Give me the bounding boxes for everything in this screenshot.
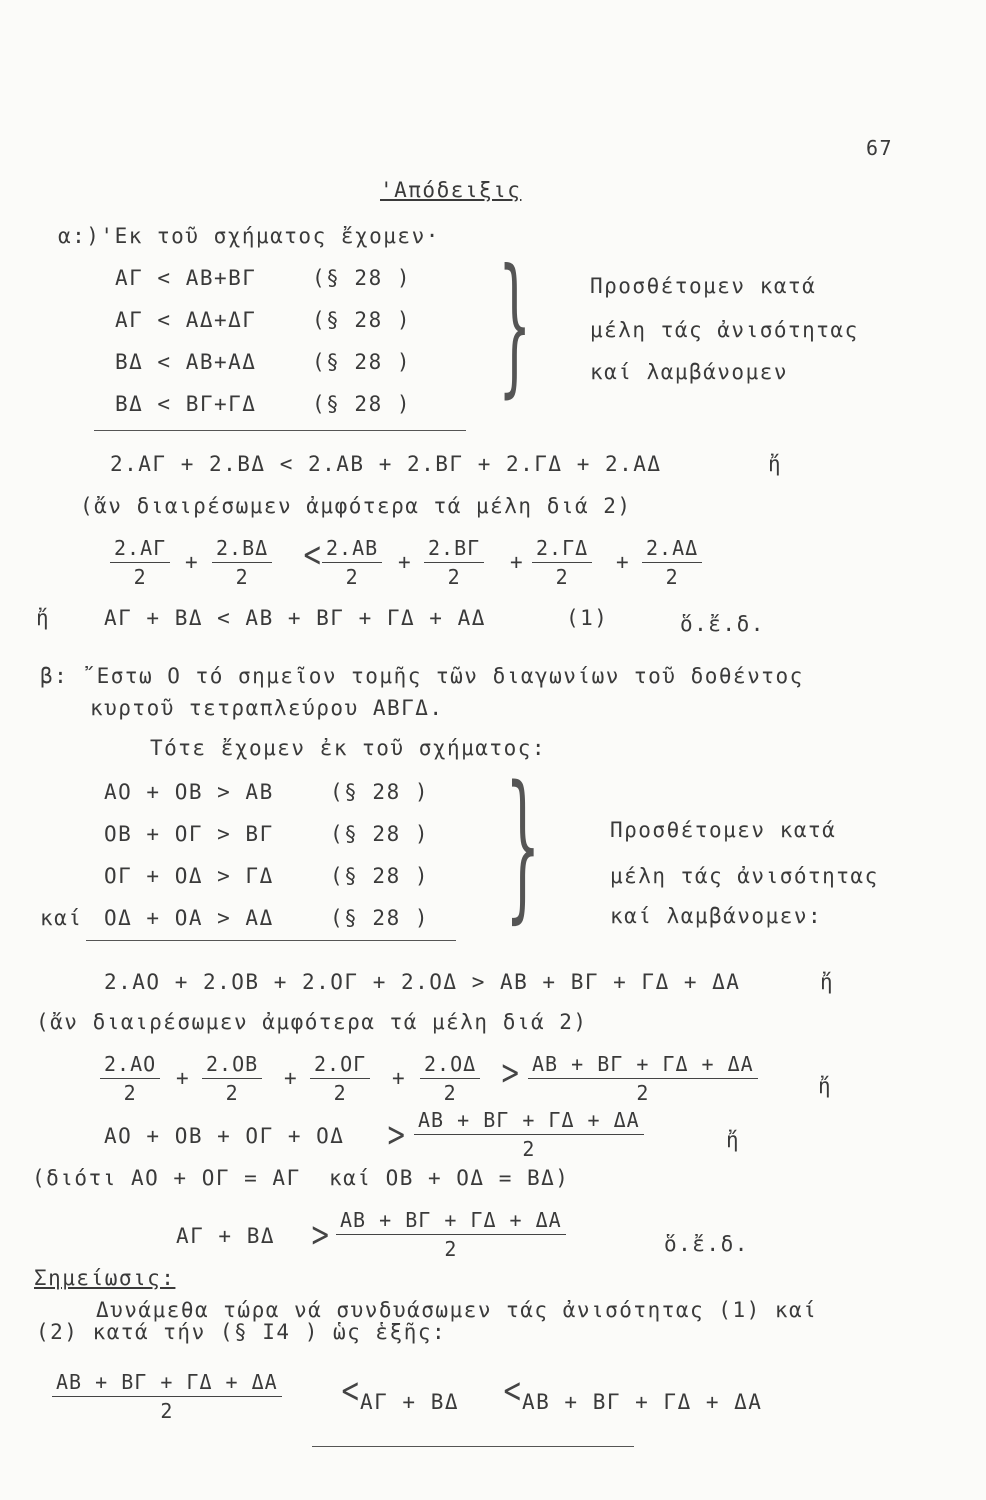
part-a-row-3: ΒΔ < ΑΒ+ΑΔ (115, 350, 257, 374)
greater-than-sign: > (310, 1215, 331, 1255)
part-a-ref-1: (§ 28 ) (312, 266, 412, 290)
part-a-frac-4: $\frac{2.B\Gamma}{2}$ (424, 536, 484, 589)
part-a-ref-3: (§ 28 ) (312, 350, 412, 374)
remark-frac: $\frac{AB + B\Gamma + \Gamma\Delta + \Delta A}{2}$ (52, 1370, 282, 1423)
part-a-ref-2: (§ 28 ) (312, 308, 412, 332)
part-b-because: (διότι ΑΟ + ΟΓ = ΑΓ καί ΟΒ + ΟΔ = ΒΔ) (32, 1166, 570, 1190)
plus-sign: + (284, 1066, 299, 1090)
part-b-eta-1: ἤ (820, 970, 835, 994)
less-than-sign: < (340, 1371, 361, 1411)
remark-chain-right: ΑΒ + ΒΓ + ΓΔ + ΔΑ (522, 1390, 763, 1414)
part-b-intro-2: κυρτοῦ τετραπλεύρου ΑΒΓΔ. (90, 696, 444, 720)
part-b-ref-1: (§ 28 ) (330, 780, 430, 804)
part-a-sum-rule (94, 430, 466, 431)
part-a-divide-note: (ἄν διαιρέσωμεν ἀμφότερα τά μέλη διά 2) (80, 494, 632, 518)
part-b-sum-rule (86, 940, 456, 941)
less-than-sign: < (302, 535, 323, 575)
part-b-divide-note: (ἄν διαιρέσωμεν ἀμφότερα τά μέλη διά 2) (36, 1010, 588, 1034)
part-a-brace: } (498, 238, 532, 412)
less-than-sign: < (502, 1371, 523, 1411)
part-a-note-1: Προσθέτομεν κατά (590, 274, 817, 298)
part-a-qed: ὅ.ἔ.δ. (680, 612, 765, 636)
part-a-note-2: μέλη τάς ἀνισότητας (590, 318, 859, 342)
remark-line-1: Δυνάμεθα τώρα νά συνδυάσωμεν τάς ἀνισότητας (1) καί (96, 1298, 818, 1322)
part-b-frac-1: $\frac{2.AO}{2}$ (100, 1052, 160, 1105)
part-b-rhs-frac-2: $\frac{AB + B\Gamma + \Gamma\Delta + \Delta A}{2}$ (414, 1108, 644, 1161)
part-a-ref-4: (§ 28 ) (312, 392, 412, 416)
remark-line-2: (2) κατά τήν (§ Ι4 ) ὡς ἑξῆς: (36, 1320, 447, 1344)
plus-sign: + (392, 1066, 407, 1090)
plus-sign: + (510, 550, 525, 574)
part-b-frac-2: $\frac{2.OB}{2}$ (202, 1052, 262, 1105)
part-a-intro: α:)'Εκ τοῦ σχήματος ἔχομεν· (58, 224, 440, 248)
part-a-sum-line: 2.ΑΓ + 2.ΒΔ < 2.ΑΒ + 2.ΒΓ + 2.ΓΔ + 2.ΑΔ (110, 452, 662, 476)
part-b-qed: ὅ.ἔ.δ. (664, 1232, 749, 1256)
part-b-eta-3: ἤ (726, 1128, 741, 1152)
part-a-frac-3: $\frac{2.AB}{2}$ (322, 536, 382, 589)
part-a-result-eta: ἤ (36, 606, 51, 630)
part-b-frac-4: $\frac{2.O\Delta}{2}$ (420, 1052, 480, 1105)
part-a-frac-5: $\frac{2.\Gamma\Delta}{2}$ (532, 536, 592, 589)
part-b-ref-4: (§ 28 ) (330, 906, 430, 930)
remark-heading: Σημείωσις: (34, 1266, 176, 1290)
part-b-row-2: ΟΒ + ΟΓ > ΒΓ (104, 822, 274, 846)
part-b-rhs-frac-1: $\frac{AB + B\Gamma + \Gamma\Delta + \Delta A}{2}$ (528, 1052, 758, 1105)
remark-chain-mid: ΑΓ + ΒΔ (360, 1390, 460, 1414)
part-b-frac-3: $\frac{2.O\Gamma}{2}$ (310, 1052, 370, 1105)
part-a-row-4: ΒΔ < ΒΓ+ΓΔ (115, 392, 257, 416)
part-b-brace: } (505, 751, 541, 938)
part-a-frac-2: $\frac{2.B\Delta}{2}$ (212, 536, 272, 589)
part-b-note-2: μέλη τάς ἀνισότητας (610, 864, 879, 888)
part-a-row-2: ΑΓ < ΑΔ+ΔΓ (115, 308, 257, 332)
part-b-ref-3: (§ 28 ) (330, 864, 430, 888)
inequality-label-1: (1) (566, 606, 609, 630)
proof-title: 'Απόδειξις (380, 178, 522, 202)
part-b-row-3: ΟΓ + ΟΔ > ΓΔ (104, 864, 274, 888)
plus-sign: + (616, 550, 631, 574)
part-a-result: ΑΓ + ΒΔ < ΑΒ + ΒΓ + ΓΔ + ΑΔ (104, 606, 486, 630)
part-a-frac-6: $\frac{2.A\Delta}{2}$ (642, 536, 702, 589)
part-a-frac-1: $\frac{2.A\Gamma}{2}$ (110, 536, 170, 589)
part-a-note-3: καί λαμβάνομεν (590, 360, 789, 384)
part-b-row-4: ΟΔ + ΟΑ > ΑΔ (104, 906, 274, 930)
page-number: 67 (866, 136, 894, 160)
part-b-final-lhs: ΑΓ + ΒΔ (176, 1224, 276, 1248)
part-b-intro-3: Τότε ἔχομεν ἐκ τοῦ σχήματος: (150, 736, 547, 760)
greater-than-sign: > (500, 1053, 521, 1093)
plus-sign: + (176, 1066, 191, 1090)
plus-sign: + (185, 550, 200, 574)
part-b-row-4-prefix: καί (40, 906, 83, 930)
part-b-note-3: καί λαμβάνομεν: (610, 904, 823, 928)
greater-than-sign: > (386, 1115, 407, 1155)
part-b-ref-2: (§ 28 ) (330, 822, 430, 846)
part-b-note-1: Προσθέτομεν κατά (610, 818, 837, 842)
part-b-eta-2: ἤ (818, 1074, 833, 1098)
part-b-row-1: ΑΟ + ΟΒ > ΑΒ (104, 780, 274, 804)
page-end-rule (312, 1446, 634, 1447)
plus-sign: + (398, 550, 413, 574)
part-b-sum-line: 2.ΑΟ + 2.ΟΒ + 2.ΟΓ + 2.ΟΔ > ΑΒ + ΒΓ + ΓΔ + ΔΑ (104, 970, 741, 994)
part-b-intro-1: β: ῎Εστω Ο τό σημεῖον τομῆς τῶν διαγωνίων τοῦ δοθέντος (40, 664, 804, 688)
part-a-eta-1: ἤ (768, 452, 783, 476)
part-a-row-1: ΑΓ < ΑΒ+ΒΓ (115, 266, 257, 290)
part-b-rhs-frac-3: $\frac{AB + B\Gamma + \Gamma\Delta + \Delta A}{2}$ (336, 1208, 566, 1261)
part-b-step-line: ΑΟ + ΟΒ + ΟΓ + ΟΔ (104, 1124, 345, 1148)
